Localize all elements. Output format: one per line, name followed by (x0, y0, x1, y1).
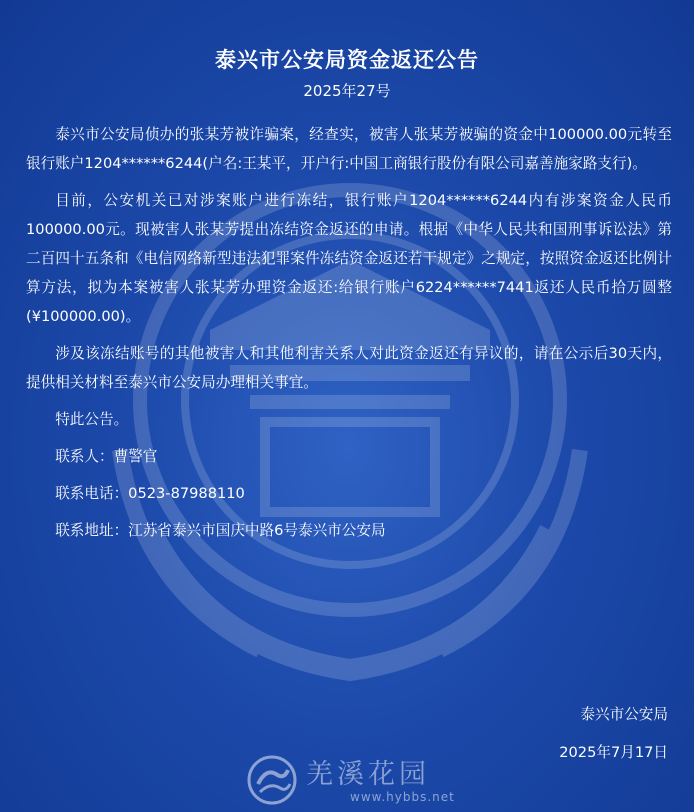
paragraph-freeze: 目前，公安机关已对涉案账户进行冻结，银行账户1204******6244内有涉案资金人民币100000.00元。现被害人张某芳提出冻结资金返还的申请。根据《中华人民共和国刑事诉讼法》第二百四十五条和《电信网络新型违法犯罪案件冻结资金返还若干规定》之规定，按照资金返还比例计算方法，拟为本案被害人张某芳办理资金返还:给银行账户6224******7441返还人民币拾万圆整(¥100000.00)。 (26, 192, 672, 325)
notice-body (26, 120, 672, 553)
signature-org: 泰兴市公安局 (580, 706, 668, 723)
contact-person: 联系人：曹警官 (55, 448, 158, 465)
watermark (246, 752, 476, 808)
watermark-url: www.hybbs.net (350, 790, 455, 804)
signature-date: 2025年7月17日 (559, 744, 668, 761)
watermark-logo-icon (246, 754, 298, 806)
paragraph-objection: 涉及该冻结账号的其他被害人和其他利害关系人对此资金返还有异议的，请在公示后30天内，提供相关材料至泰兴市公安局办理相关事宜。 (26, 345, 672, 391)
watermark-name: 羌溪花园 (306, 759, 430, 790)
closing-text: 特此公告。 (55, 411, 129, 428)
contact-phone: 联系电话：0523-87988110 (55, 485, 245, 502)
notice-title: 泰兴市公安局资金返还公告 (215, 48, 479, 72)
paragraph-case: 泰兴市公安局侦办的张某芳被诈骗案，经查实，被害人张某芳被骗的资金中100000.00元转至银行账户1204******6244(户名:王某平，开户行:中国工商银行股份有限公司嘉善施家路支行)。 (26, 126, 672, 172)
doc-number: 2025年27号 (303, 82, 391, 100)
contact-address: 联系地址：江苏省泰兴市国庆中路6号泰兴市公安局 (55, 522, 386, 539)
